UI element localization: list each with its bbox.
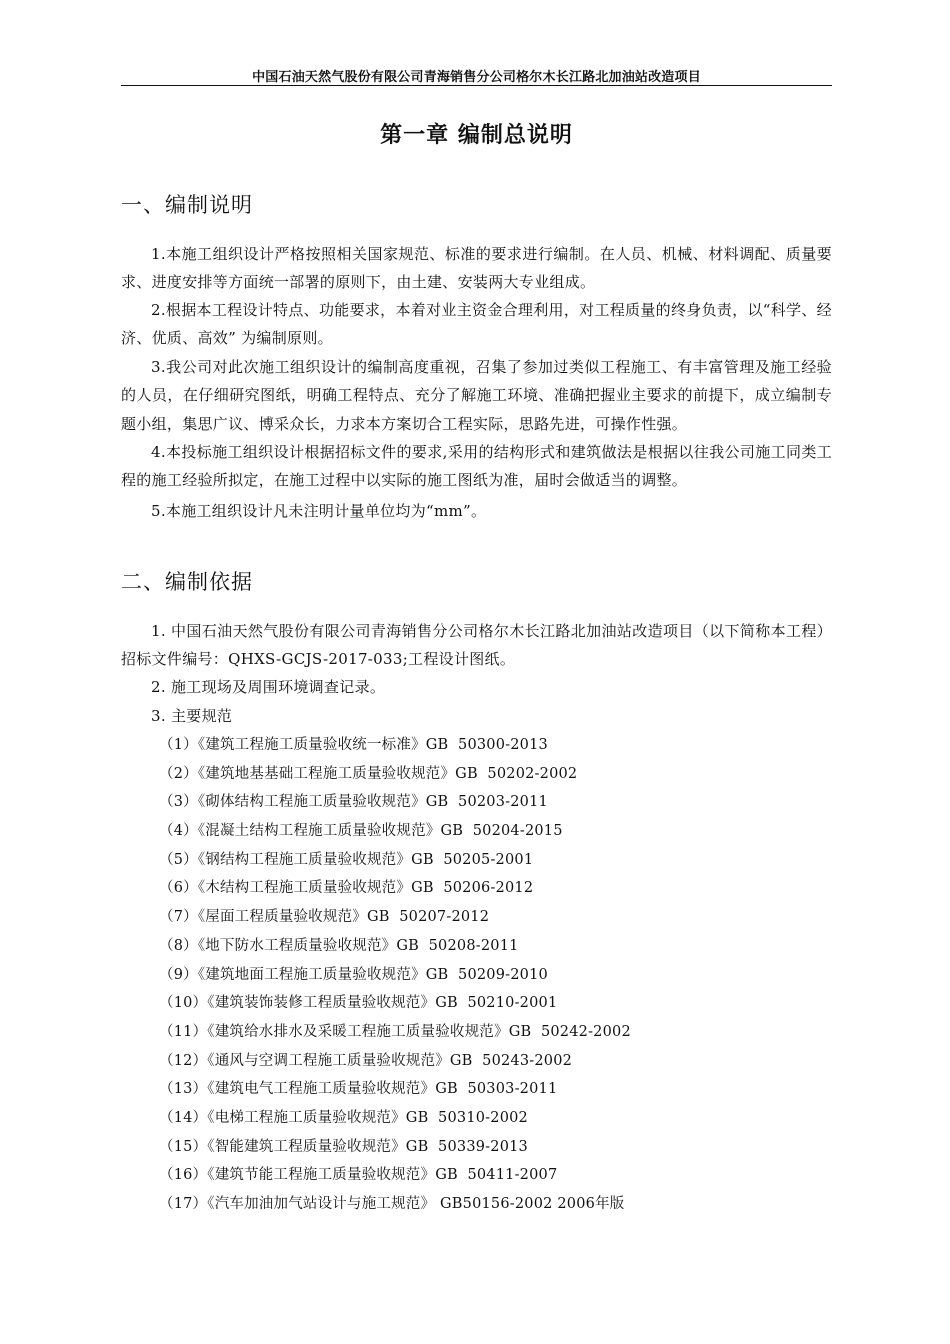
standard-item: （13）《建筑电气工程施工质量验收规范》GB 50303-2011 xyxy=(159,1081,558,1098)
basis-item-3: 3. 主要规范 xyxy=(151,707,233,725)
paragraph-2: 2.根据本工程设计特点、功能要求，本着对业主资金合理利用，对工程质量的终身负责，以“科学、经济、优质、高效” 为编制原则。 xyxy=(121,301,832,348)
standard-item: （4）《混凝土结构工程施工质量验收规范》GB 50204-2015 xyxy=(159,823,563,840)
running-header: 中国石油天然气股份有限公司青海销售分公司格尔木长江路北加油站改造项目 xyxy=(252,70,701,85)
standard-item: （7）《屋面工程质量验收规范》GB 50207-2012 xyxy=(159,909,490,926)
section-heading-compilation-basis: 二、编制依据 xyxy=(121,570,253,594)
standard-item: （6）《木结构工程施工质量验收规范》GB 50206-2012 xyxy=(159,880,534,897)
standard-item: （14）《电梯工程施工质量验收规范》GB 50310-2002 xyxy=(159,1109,528,1126)
standard-item: （8）《地下防水工程质量验收规范》GB 50208-2011 xyxy=(159,937,519,954)
standard-item: （2）《建筑地基基础工程施工质量验收规范》GB 50202-2002 xyxy=(159,765,578,782)
standard-item: （11）《建筑给水排水及采暖工程施工质量验收规范》GB 50242-2002 xyxy=(159,1023,631,1040)
paragraph-4: 4.本投标施工组织设计根据招标文件的要求,采用的结构形式和建筑做法是根据以往我公司施工同类工程的施工经验所拟定，在施工过程中以实际的施工图纸为准，届时会做适当的调整。 xyxy=(121,443,832,490)
standard-item: （3）《砌体结构工程施工质量验收规范》GB 50203-2011 xyxy=(159,794,548,811)
standard-item: （9）《建筑地面工程施工质量验收规范》GB 50209-2010 xyxy=(159,966,548,983)
standard-item: （5）《钢结构工程施工质量验收规范》GB 50205-2001 xyxy=(159,851,534,868)
basis-item-1: 1. 中国石油天然气股份有限公司青海销售分公司格尔木长江路北加油站改造项目（以下简称本工程）招标文件编号：QHXS-GCJS-2017-033;工程设计图纸。 xyxy=(121,622,832,669)
chapter-title: 第一章 编制总说明 xyxy=(380,123,573,148)
section-heading-compilation-notes: 一、编制说明 xyxy=(121,193,253,217)
basis-item-2: 2. 施工现场及周围环境调查记录。 xyxy=(151,678,386,696)
standard-item: （17）《汽车加油加气站设计与施工规范》 GB50156-2002 2006年版 xyxy=(159,1196,625,1212)
header-rule xyxy=(121,85,832,86)
standard-item: （16）《建筑节能工程施工质量验收规范》GB 50411-2007 xyxy=(159,1167,558,1184)
standard-item: （15）《智能建筑工程质量验收规范》GB 50339-2013 xyxy=(159,1138,528,1155)
paragraph-3: 3.我公司对此次施工组织设计的编制高度重视，召集了参加过类似工程施工、有丰富管理及施工经验的人员，在仔细研究图纸，明确工程特点、充分了解施工环境、准确把握业主要求的前提下，成立编制专题小组，集思广议、博采众长，力求本方案切合工程实际，思路先进，可操作性强。 xyxy=(121,358,832,433)
standard-item: （12）《通风与空调工程施工质量验收规范》GB 50243-2002 xyxy=(159,1052,573,1069)
standards-list xyxy=(159,731,631,1219)
standard-item: （10）《建筑装饰装修工程质量验收规范》GB 50210-2001 xyxy=(159,995,558,1012)
standard-item: （1）《建筑工程施工质量验收统一标准》GB 50300-2013 xyxy=(159,737,548,753)
paragraph-5: 5.本施工组织设计凡未注明计量单位均为“mm”。 xyxy=(151,502,487,520)
paragraph-1: 1.本施工组织设计严格按照相关国家规范、标准的要求进行编制。在人员、机械、材料调配、质量要求、进度安排等方面统一部署的原则下，由土建、安装两大专业组成。 xyxy=(121,245,832,292)
